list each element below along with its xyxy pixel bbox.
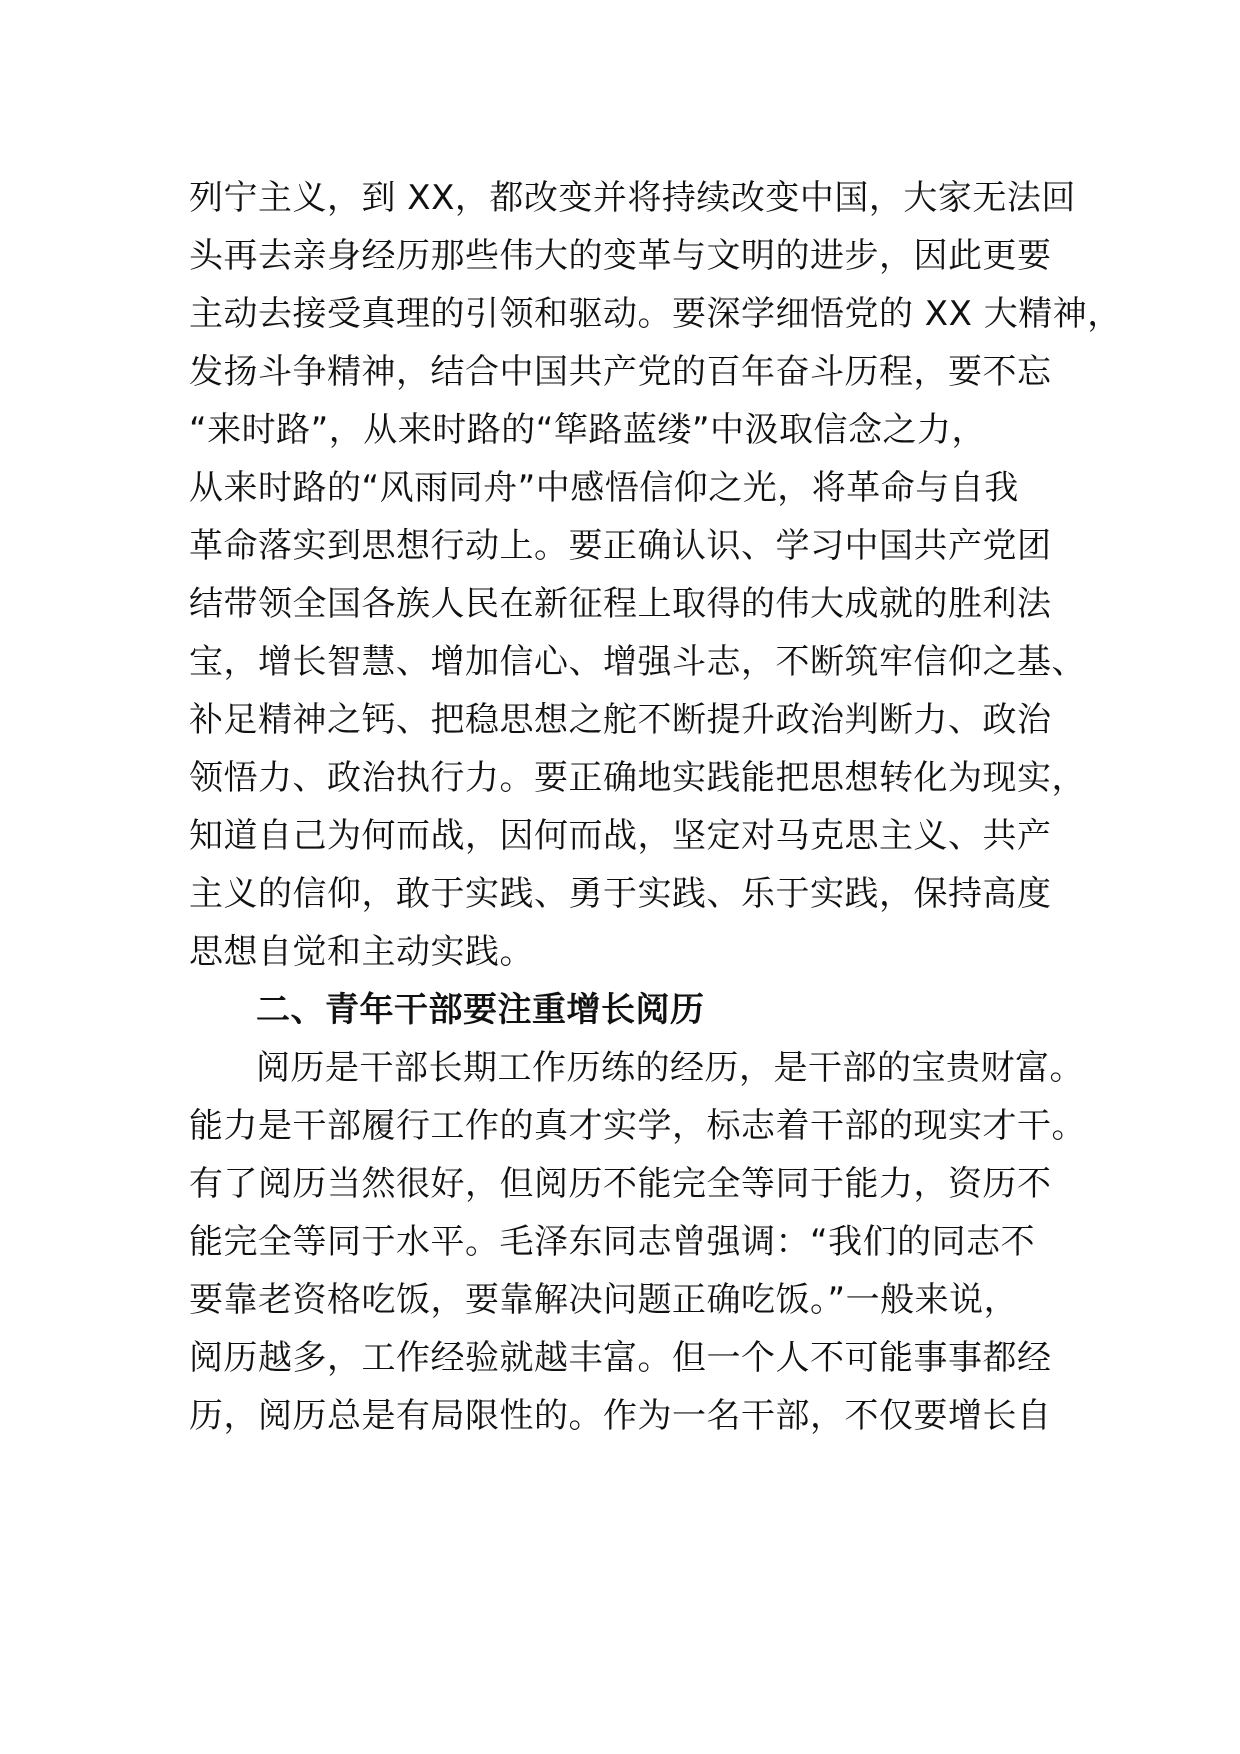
paragraph-line: 主动去接受真理的引领和驱动。要深学细悟党的 XX 大精神，: [189, 294, 1122, 334]
paragraph-line: 领悟力、政治执行力。要正确地实践能把思想转化为现实，: [189, 758, 1086, 798]
paragraph-line: 思想自觉和主动实践。: [189, 932, 534, 972]
paragraph-line: 革命落实到思想行动上。要正确认识、学习中国共产党团: [189, 526, 1052, 566]
paragraph-line: 发扬斗争精神，结合中国共产党的百年奋斗历程，要不忘: [189, 352, 1052, 392]
paragraph-line: 阅历越多，工作经验就越丰富。但一个人不可能事事都经: [189, 1338, 1052, 1378]
paragraph-line: 宝，增长智慧、增加信心、增强斗志，不断筑牢信仰之基、: [189, 642, 1086, 682]
paragraph-line: 头再去亲身经历那些伟大的变革与文明的进步，因此更要: [189, 236, 1052, 276]
paragraph-line: “来时路”，从来时路的“筚路蓝缕”中汲取信念之力，: [189, 410, 986, 450]
paragraph-line: 能完全等同于水平。毛泽东同志曾强调：“我们的同志不: [189, 1222, 1036, 1262]
section-heading: 二、青年干部要注重增长阅历: [256, 990, 705, 1030]
paragraph-line: 历，阅历总是有局限性的。作为一名干部，不仅要增长自: [189, 1396, 1052, 1436]
paragraph-line: 有了阅历当然很好，但阅历不能完全等同于能力，资历不: [189, 1164, 1052, 1204]
paragraph-line: 知道自己为何而战，因何而战，坚定对马克思主义、共产: [189, 816, 1052, 856]
paragraph-line: 结带领全国各族人民在新征程上取得的伟大成就的胜利法: [189, 584, 1052, 624]
paragraph-line: 能力是干部履行工作的真才实学，标志着干部的现实才干。: [189, 1106, 1086, 1146]
paragraph-line: 从来时路的“风雨同舟”中感悟信仰之光，将革命与自我: [189, 468, 1019, 508]
paragraph-line: 主义的信仰，敢于实践、勇于实践、乐于实践，保持高度: [189, 874, 1052, 914]
paragraph-line: 阅历是干部长期工作历练的经历，是干部的宝贵财富。: [256, 1048, 1084, 1088]
paragraph-line: 要靠老资格吃饭，要靠解决问题正确吃饭。”一般来说，: [189, 1280, 1019, 1320]
paragraph-line: 列宁主义，到 XX，都改变并将持续改变中国，大家无法回: [189, 178, 1076, 218]
paragraph-line: 补足精神之钙、把稳思想之舵不断提升政治判断力、政治: [189, 700, 1052, 740]
